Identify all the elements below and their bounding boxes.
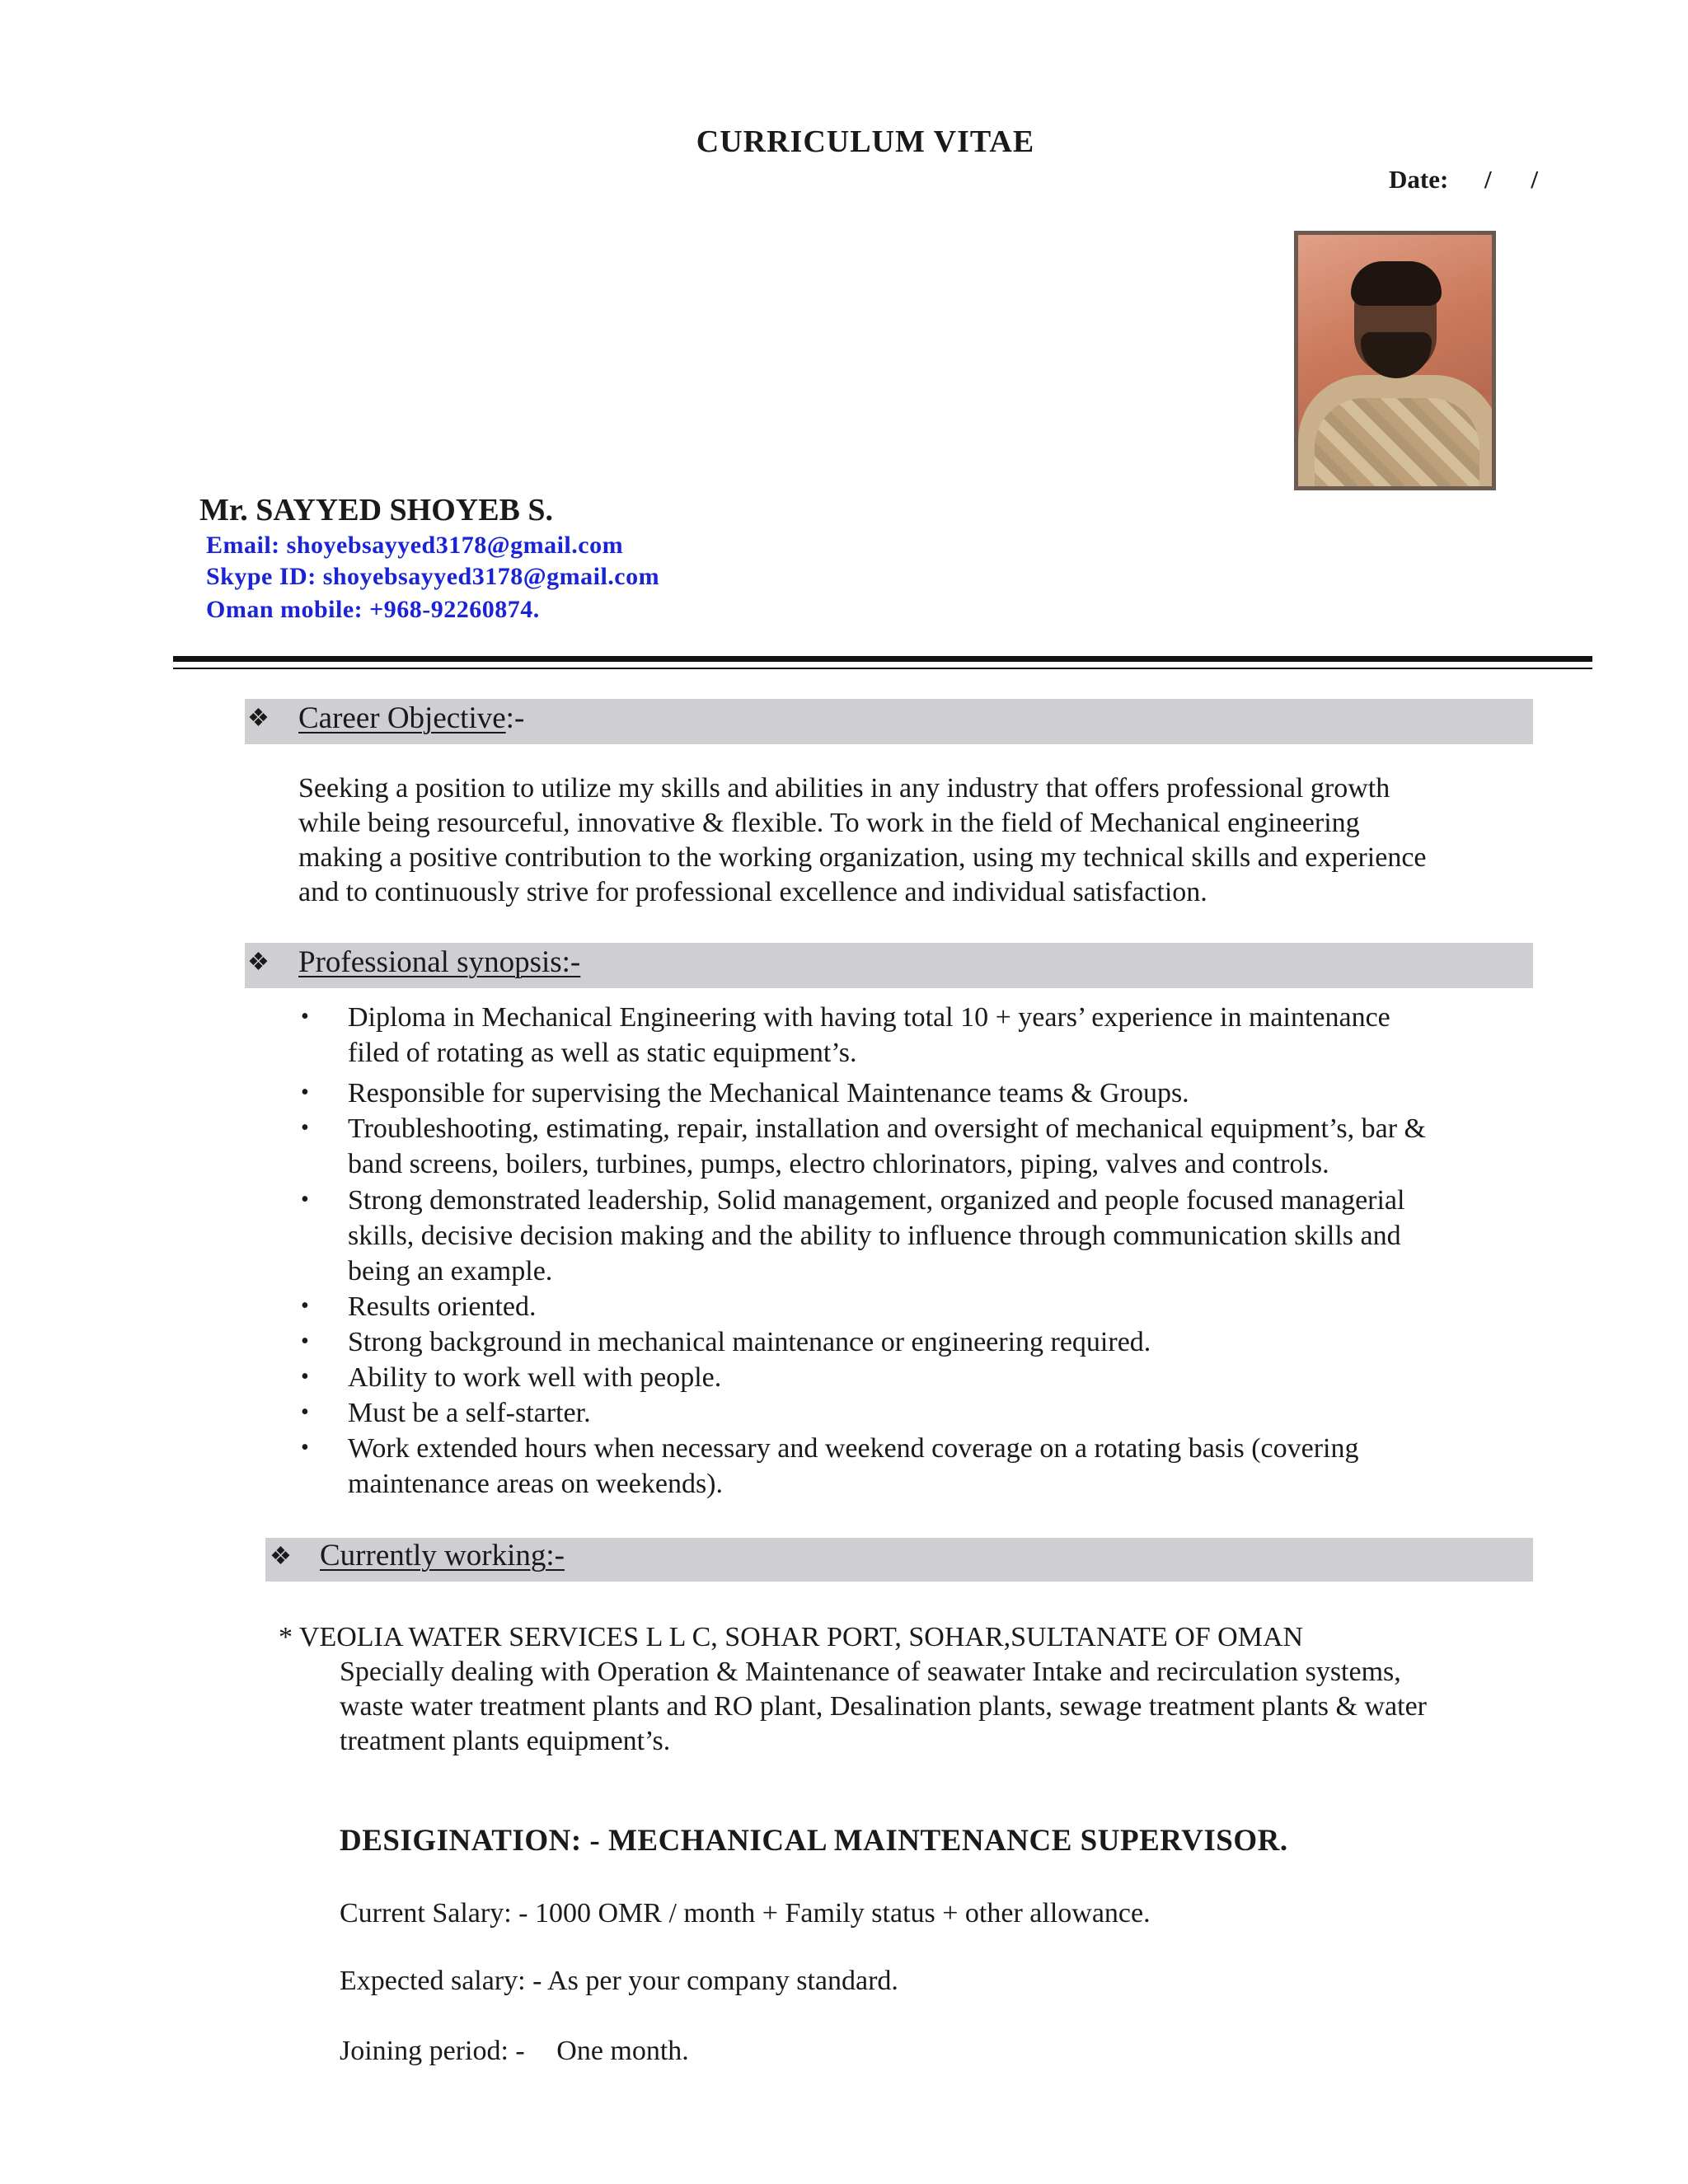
bullet-dot-icon: • — [301, 1187, 309, 1212]
photo-body — [1298, 375, 1496, 490]
designation: DESIGINATION: - MECHANICAL MAINTENANCE SUPERVISOR. — [340, 1824, 1288, 1858]
career-objective-text — [298, 771, 1535, 910]
synopsis-line: Strong background in mechanical maintenance or engineering required. — [348, 1327, 1151, 1357]
joining-period-value: One month. — [556, 2036, 689, 2066]
date-value: / / — [1484, 165, 1539, 194]
bullet-dot-icon: • — [301, 1329, 309, 1354]
header-divider-thin — [173, 668, 1592, 669]
photo-beard — [1361, 332, 1432, 378]
synopsis-line: Must be a self-starter. — [348, 1398, 591, 1428]
synopsis-line: being an example. — [348, 1256, 553, 1286]
bullet-dot-icon: • — [301, 1115, 309, 1141]
document-title: CURRICULUM VITAE — [696, 124, 1035, 159]
synopsis-line: maintenance areas on weekends). — [348, 1469, 723, 1499]
synopsis-line: Work extended hours when necessary and weekend coverage on a rotating basis (covering — [348, 1433, 1359, 1464]
photo-hair — [1351, 261, 1442, 306]
portrait-photo-icon — [1294, 231, 1496, 490]
synopsis-item — [348, 1360, 1535, 1395]
synopsis-line: skills, decisive decision making and the ability to influence through communication skills and — [348, 1221, 1401, 1251]
synopsis-item — [348, 1324, 1535, 1360]
synopsis-item — [348, 1183, 1535, 1289]
header-divider-thick — [173, 656, 1592, 662]
diamond-bullet-icon: ❖ — [247, 705, 270, 732]
synopsis-item — [348, 1431, 1535, 1502]
synopsis-line: filed of rotating as well as static equipment’s. — [348, 1038, 857, 1068]
candidate-name: Mr. SAYYED SHOYEB S. — [199, 493, 554, 527]
career-objective-title: Career Objective — [298, 701, 506, 735]
job-description-line: Specially dealing with Operation & Maintenance of seawater Intake and recirculation systems, — [340, 1657, 1401, 1687]
diamond-bullet-icon: ❖ — [247, 949, 270, 976]
email-line[interactable]: Email: shoyebsayyed3178@gmail.com — [206, 532, 624, 559]
job-description-line: treatment plants equipment’s. — [340, 1726, 671, 1756]
company-line: * VEOLIA WATER SERVICES L L C, SOHAR PORT, SOHAR,SULTANATE OF OMAN — [279, 1622, 1304, 1652]
synopsis-item — [348, 1289, 1535, 1324]
skype-line[interactable]: Skype ID: shoyebsayyed3178@gmail.com — [206, 563, 660, 590]
synopsis-item — [348, 1076, 1535, 1111]
synopsis-line: Results oriented. — [348, 1291, 537, 1322]
synopsis-item — [348, 1111, 1535, 1182]
synopsis-line: Responsible for supervising the Mechanical Maintenance teams & Groups. — [348, 1078, 1189, 1108]
bullet-dot-icon: • — [301, 1293, 309, 1319]
currently-working-heading: Currently working:- — [320, 1539, 565, 1572]
date-field — [1389, 165, 1538, 194]
synopsis-heading: Professional synopsis:- — [298, 945, 581, 979]
date-label: Date: — [1389, 165, 1449, 194]
bullet-dot-icon: • — [301, 1435, 309, 1460]
bullet-dot-icon: • — [301, 1004, 309, 1029]
bullet-dot-icon: • — [301, 1364, 309, 1390]
mobile-line: Oman mobile: +968-92260874. — [206, 596, 540, 623]
synopsis-line: band screens, boilers, turbines, pumps, electro chlorinators, piping, valves and controls. — [348, 1149, 1329, 1179]
synopsis-line: Strong demonstrated leadership, Solid management, organized and people focused managerial — [348, 1185, 1405, 1216]
job-description-line: waste water treatment plants and RO plant, Desalination plants, sewage treatment plants & water — [340, 1691, 1427, 1722]
synopsis-line: Ability to work well with people. — [348, 1362, 722, 1393]
career-line: while being resourceful, innovative & flexible. To work in the field of Mechanical engineering — [298, 808, 1360, 838]
synopsis-item — [348, 1395, 1535, 1431]
synopsis-item — [348, 1000, 1535, 1071]
expected-salary: Expected salary: - As per your company standard. — [340, 1966, 898, 1996]
current-salary: Current Salary: - 1000 OMR / month + Family status + other allowance. — [340, 1898, 1151, 1929]
career-line: making a positive contribution to the working organization, using my technical skills and experience — [298, 842, 1427, 873]
synopsis-line: Diploma in Mechanical Engineering with having total 10 + years’ experience in maintenance — [348, 1002, 1390, 1033]
joining-period — [340, 2036, 689, 2067]
career-objective-suffix: :- — [505, 701, 525, 735]
diamond-bullet-icon: ❖ — [270, 1543, 292, 1570]
career-objective-heading — [298, 701, 524, 736]
career-line: Seeking a position to utilize my skills and abilities in any industry that offers professional growth — [298, 773, 1390, 804]
joining-period-label: Joining period: - — [340, 2036, 525, 2066]
career-line: and to continuously strive for professional excellence and individual satisfaction. — [298, 877, 1207, 907]
synopsis-line: Troubleshooting, estimating, repair, installation and oversight of mechanical equipment’s, bar & — [348, 1113, 1427, 1144]
bullet-dot-icon: • — [301, 1080, 309, 1105]
bullet-dot-icon: • — [301, 1399, 309, 1425]
job-description — [340, 1655, 1543, 1759]
